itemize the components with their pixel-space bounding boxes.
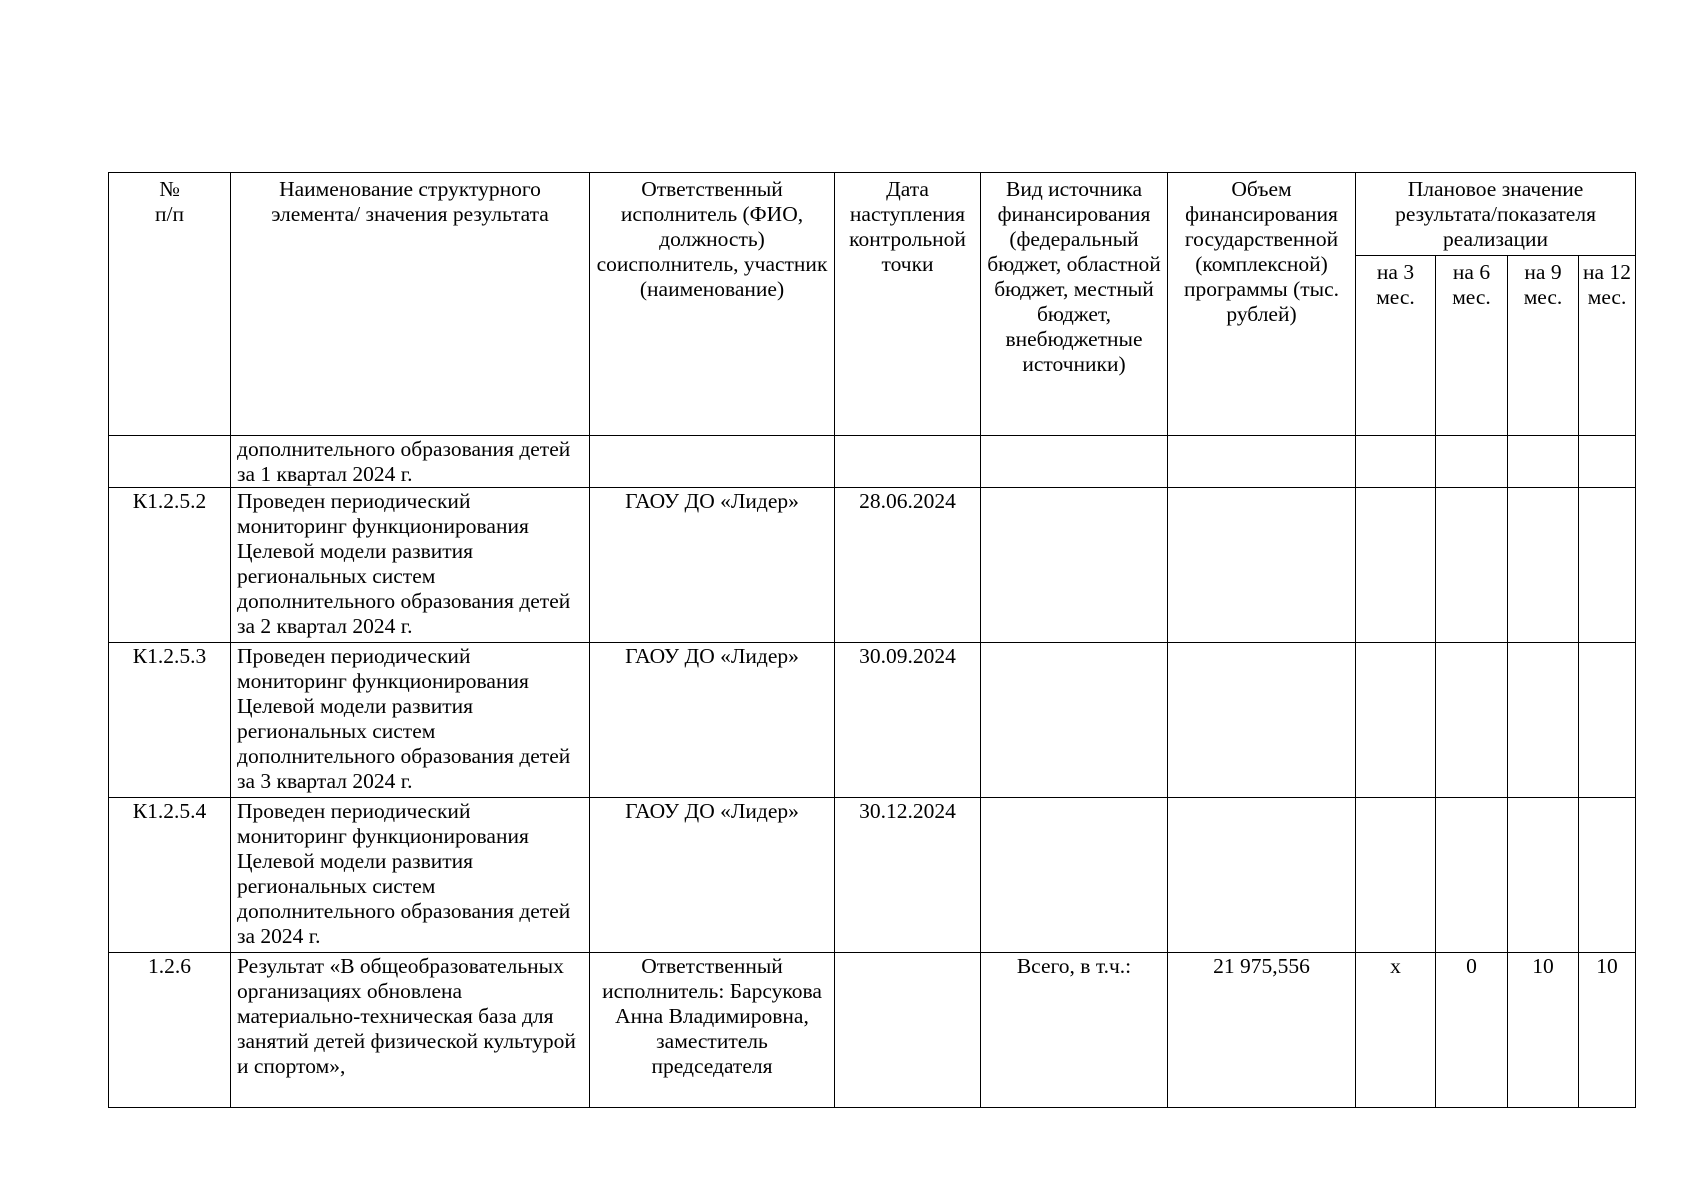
cell-month-9 (1508, 436, 1579, 488)
header-volume: Объем финансирования государственной (комплексной) программы (тыс. рублей) (1168, 173, 1356, 436)
cell-num: К1.2.5.2 (109, 488, 231, 643)
cell-num (109, 436, 231, 488)
table-row (109, 436, 1636, 488)
header-name: Наименование структурного элемента/ значения результата (231, 173, 590, 436)
header-responsible: Ответственный исполнитель (ФИО, должность) соисполнитель, участник (наименование) (590, 173, 835, 436)
cell-source (981, 643, 1168, 798)
header-month-3: на 3 мес. (1356, 256, 1436, 436)
cell-month-3: х (1356, 953, 1436, 1108)
cell-volume (1168, 436, 1356, 488)
table-row (109, 488, 1636, 643)
cell-date (835, 953, 981, 1108)
cell-month-6 (1436, 798, 1508, 953)
cell-responsible: ГАОУ ДО «Лидер» (590, 798, 835, 953)
cell-month-6 (1436, 643, 1508, 798)
table-row (109, 953, 1636, 1108)
cell-responsible: Ответственный исполнитель: Барсукова Анна Владимировна, заместитель председателя (590, 953, 835, 1108)
cell-month-12 (1579, 488, 1636, 643)
cell-name: Проведен периодический мониторинг функционирования Целевой модели развития региональных систем дополнительного образования детей за 2 квартал 2024 г. (231, 488, 590, 643)
cell-date: 30.09.2024 (835, 643, 981, 798)
table-row (109, 643, 1636, 798)
cell-num: 1.2.6 (109, 953, 231, 1108)
cell-source (981, 798, 1168, 953)
cell-name: Проведен периодический мониторинг функционирования Целевой модели развития региональных систем дополнительного образования детей за 3 квартал 2024 г. (231, 643, 590, 798)
header-date: Дата наступления контрольной точки (835, 173, 981, 436)
cell-month-9 (1508, 643, 1579, 798)
cell-month-3 (1356, 798, 1436, 953)
plan-table (108, 172, 1636, 1108)
cell-num: К1.2.5.4 (109, 798, 231, 953)
cell-responsible: ГАОУ ДО «Лидер» (590, 488, 835, 643)
header-planned: Плановое значение результата/показателя реализации (1356, 173, 1636, 256)
cell-month-12 (1579, 643, 1636, 798)
table-row (109, 798, 1636, 953)
cell-source: Всего, в т.ч.: (981, 953, 1168, 1108)
cell-date: 28.06.2024 (835, 488, 981, 643)
cell-volume (1168, 643, 1356, 798)
header-num: № п/п (109, 173, 231, 436)
header-month-12: на 12 мес. (1579, 256, 1636, 436)
cell-month-3 (1356, 643, 1436, 798)
cell-responsible (590, 436, 835, 488)
cell-name: Проведен периодический мониторинг функционирования Целевой модели развития региональных систем дополнительного образования детей за 2024 г. (231, 798, 590, 953)
cell-month-6: 0 (1436, 953, 1508, 1108)
cell-month-3 (1356, 488, 1436, 643)
cell-num: К1.2.5.3 (109, 643, 231, 798)
cell-date (835, 436, 981, 488)
cell-responsible: ГАОУ ДО «Лидер» (590, 643, 835, 798)
cell-name: Результат «В общеобразовательных организациях обновлена материально-техническая база для занятий детей физической культурой и спортом», (231, 953, 590, 1108)
cell-month-12 (1579, 798, 1636, 953)
cell-volume (1168, 488, 1356, 643)
cell-month-3 (1356, 436, 1436, 488)
header-month-6: на 6 мес. (1436, 256, 1508, 436)
header-source: Вид источника финансирования (федеральный бюджет, областной бюджет, местный бюджет, внебюджетные источники) (981, 173, 1168, 436)
cell-volume: 21 975,556 (1168, 953, 1356, 1108)
header-month-9: на 9 мес. (1508, 256, 1579, 436)
cell-month-6 (1436, 436, 1508, 488)
cell-volume (1168, 798, 1356, 953)
cell-month-9: 10 (1508, 953, 1579, 1108)
cell-month-12 (1579, 436, 1636, 488)
cell-source (981, 488, 1168, 643)
cell-month-6 (1436, 488, 1508, 643)
cell-month-12: 10 (1579, 953, 1636, 1108)
cell-month-9 (1508, 798, 1579, 953)
cell-source (981, 436, 1168, 488)
cell-date: 30.12.2024 (835, 798, 981, 953)
cell-name: дополнительного образования детей за 1 квартал 2024 г. (231, 436, 590, 488)
cell-month-9 (1508, 488, 1579, 643)
